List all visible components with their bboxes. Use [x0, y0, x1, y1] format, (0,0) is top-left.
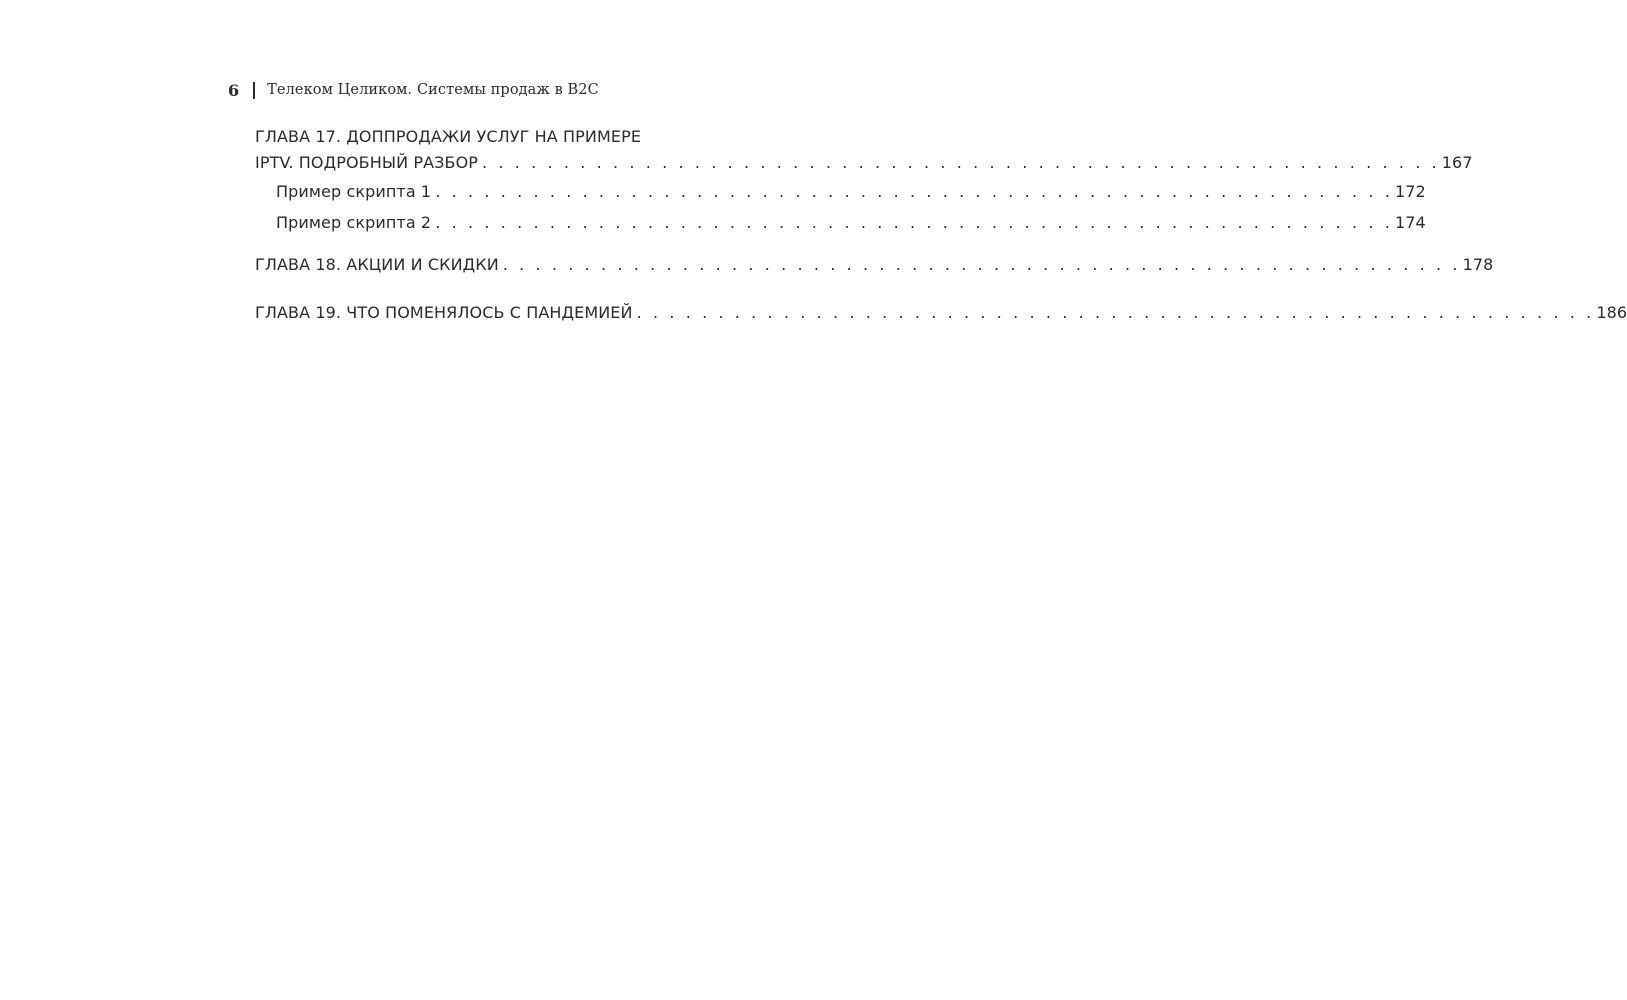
book-title: Телеком Целиком. Системы продаж в B2C [267, 82, 599, 98]
toc-entry-chapter-19 [255, 300, 1627, 326]
spacer [255, 238, 748, 252]
toc-entry-title: ГЛАВА 18. АКЦИИ И СКИДКИ [255, 252, 503, 278]
toc-entry-chapter-17 [255, 150, 1473, 176]
toc-entry-page: 172 [1393, 176, 1426, 207]
toc-entry-page: 174 [1393, 207, 1426, 238]
dot-leader: . . . . . . . . . . . . . . . . . . . . . . . . . . . . . . . . . . . . . . . . . . . . . . . . . . . . . . . . . . . [636, 303, 1595, 322]
table-of-contents [255, 124, 1627, 326]
dot-leader: . . . . . . . . . . . . . . . . . . . . . . . . . . . . . . . . . . . . . . . . . . . . . . . . . . . . . . . . . . . [502, 255, 1461, 274]
dot-leader: . . . . . . . . . . . . . . . . . . . . . . . . . . . . . . . . . . . . . . . . . . . . . . . . . . . . . . . . . . . [435, 213, 1393, 232]
toc-entry-page: 186 [1594, 300, 1627, 326]
toc-entry-script-1 [255, 176, 1426, 207]
dot-leader: . . . . . . . . . . . . . . . . . . . . . . . . . . . . . . . . . . . . . . . . . . . . . . . . . . . . . . . . . . . [482, 153, 1440, 172]
toc-entry-title: ГЛАВА 19. ЧТО ПОМЕНЯЛОСЬ С ПАНДЕМИЕЙ [255, 300, 637, 326]
page-number: 6 [228, 80, 240, 100]
toc-entry-title: IPTV. ПОДРОБНЫЙ РАЗБОР [255, 150, 482, 176]
toc-entry-chapter-18 [255, 252, 1494, 278]
toc-entry-title: Пример скрипта 2 [276, 207, 435, 238]
header-divider [253, 82, 255, 99]
toc-entry-script-2 [255, 207, 1426, 238]
toc-entry-title: ГЛАВА 17. ДОППРОДАЖИ УСЛУГ НА ПРИМЕРЕ [255, 124, 645, 150]
toc-entry-chapter-17-line-1 [255, 124, 748, 150]
toc-entry-page: 167 [1440, 150, 1473, 176]
toc-entry-title: Пример скрипта 1 [276, 176, 435, 207]
running-head [228, 79, 599, 101]
spacer [255, 278, 748, 300]
toc-entry-page: 178 [1461, 252, 1494, 278]
dot-leader: . . . . . . . . . . . . . . . . . . . . . . . . . . . . . . . . . . . . . . . . . . . . . . . . . . . . . . . . . . . [435, 182, 1393, 201]
